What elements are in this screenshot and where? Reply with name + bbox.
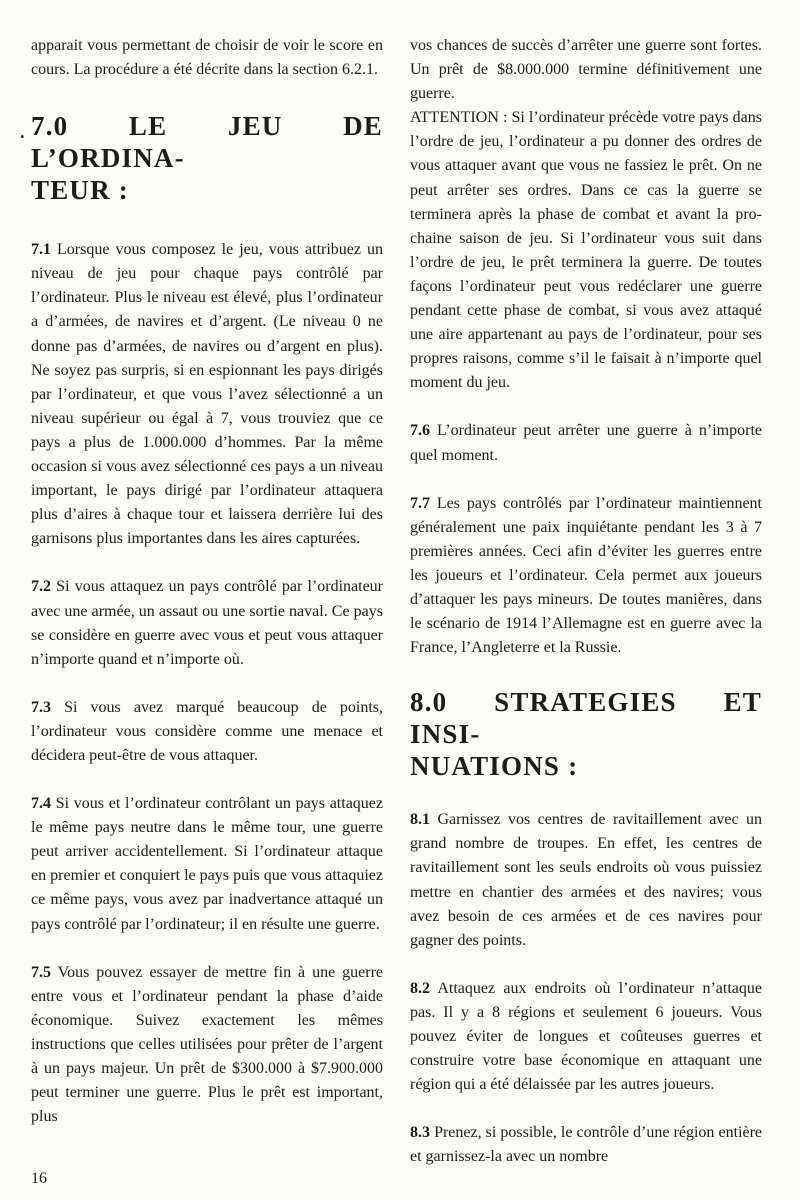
paragraph-text: Prenez, si possible, le contrôle d’une région entière et garnissez-la avec un nombre (410, 1124, 762, 1166)
section-7-heading-line1: 7.0 LE JEU DE L’ORDINA- (31, 111, 383, 174)
paragraph-7-2 (31, 575, 383, 671)
section-number: 7.3 (31, 698, 51, 716)
right-column (410, 34, 762, 1169)
section-number: 7.2 (31, 578, 51, 596)
paragraph-text: Si vous attaquez un pays contrôlé par l’ordinateur avec une armée, un assaut ou une sortie naval. Ce pays se considère en guerre avec vous et peut vous attaquer n’importe quand et n’importe où. (31, 578, 383, 668)
section-7-heading (20, 110, 383, 206)
paragraph-7-5-continued (410, 34, 762, 106)
paragraph-7-6 (410, 419, 762, 467)
heading-dot: . (20, 122, 25, 143)
paragraph-8-2 (410, 977, 762, 1097)
paragraph-7-3 (31, 696, 383, 768)
paragraph-text: Si vous et l’ordinateur contrôlant un pays attaquez le même pays neutre dans le même tour, une guerre peut arriver accidentellement. Si l’ordinateur attaque en premier et conquiert le pays puis que vous attaquiez ce même pays, vous avez par inadvertance attaqué un pays contrôlé par l’ordinateur; il en résulte une guerre. (31, 795, 383, 933)
section-number: 7.5 (31, 963, 51, 981)
paragraph-text: ATTENTION : Si l’ordinateur précède votre pays dans l’ordre de jeu, l’ordinateur a pu donner des ordres de vous attaquer avant que vous ne fassiez le prêt. On ne peut arrêter ses ordres. Dans ce cas la guerre se terminera après la phase de combat et avant la prochaine saison de jeu. Si l’ordinateur vous suit dans l’ordre de jeu, le prêt terminera la guerre. De toutes façons l’ordinateur peut vous redéclarer une guerre pendant cette phase de combat, si vous avez attaqué une aire appartenant au pays de l’ordinateur, pour ses propres raisons, comme s’il le faisait à n’importe quel moment du jeu. (410, 109, 762, 392)
paragraph-8-1 (410, 808, 762, 953)
section-8-heading-line2: NUATIONS : (410, 751, 579, 782)
section-number: 7.7 (410, 494, 430, 512)
paragraph-7-5 (31, 961, 383, 1130)
paragraph-text: Les pays contrôlés par l’ordinateur maintiennent généralement une paix inquiétante pendant les 3 à 7 premières années. Ceci afin d’éviter les guerres entre les joueurs et l’ordinateur. Cela permet aux joueurs d’attaquer les pays mineurs. De toutes manières, dans le scénario de 1914 l’Allemagne est en guerre avec la France, l’Angleterre et la Russie. (410, 494, 762, 657)
paragraph-7-4 (31, 792, 383, 937)
section-number: 8.2 (410, 979, 430, 997)
section-8-heading (410, 686, 762, 782)
paragraph-7-1 (31, 238, 383, 551)
paragraph-text: L’ordinateur peut arrêter une guerre à n’importe quel moment. (410, 422, 762, 464)
left-column (20, 34, 383, 1129)
paragraph-text: Attaquez aux endroits où l’ordinateur n’attaque pas. Il y a 8 régions et seulement 6 joueurs. Vous pouvez éviter de longues et coûteuses guerres et construire votre base économique en attaquant une région qui a été délaissée par les autres joueurs. (410, 979, 762, 1094)
paragraph-text: Si vous avez marqué beaucoup de points, l’ordinateur vous considère comme une menace et décidera peut-être de vous attaquer. (31, 698, 383, 764)
paragraph-7-7 (410, 492, 762, 661)
paragraph-text: vos chances de succès d’arrêter une guerre sont fortes. Un prêt de $8.000.000 termine définitivement une guerre. (410, 37, 762, 103)
page-number: 16 (31, 1170, 47, 1187)
section-number: 7.1 (31, 241, 51, 259)
paragraph-text: Vous pouvez essayer de mettre fin à une guerre entre vous et l’ordinateur pendant la phase d’aide économique. Suivez exactement les mêmes instructions que celles utilisées pour prêter de l’argent à un pays majeur. Un prêt de $300.000 à $7.900.000 peut terminer une guerre. Plus le prêt est important, plus (31, 963, 383, 1126)
section-8-heading-line1: 8.0 STRATEGIES ET INSI- (410, 687, 762, 750)
section-number: 8.1 (410, 811, 430, 829)
paragraph-text: Garnissez vos centres de ravitaillement avec un grand nombre de troupes. En effet, les centres de ravitaillement sont les seuls endroits où vous puissiez mettre en chantier des armées et des navires; vous avez besoin de ces armées et de ces navires pour gagner des points. (410, 811, 762, 949)
section-number: 7.6 (410, 422, 430, 440)
intro-paragraph (31, 34, 383, 82)
paragraph-8-3 (410, 1121, 762, 1169)
section-7-heading-line2: TEUR : (31, 175, 129, 206)
section-number: 7.4 (31, 795, 51, 813)
paragraph-text: Lorsque vous composez le jeu, vous attribuez un niveau de jeu pour chaque pays contrôlé par l’ordinateur. Plus le niveau est élevé, plus l’ordinateur a d’armées, de navires et d’argent. (Le niveau 0 ne donne pas d’armées, de navires ou d’argent en plus). Ne soyez pas surpris, si en espionnant les pays dirigés par l’ordinateur, et que vous l’avez sélectionné a un niveau supérieur ou égal à 7, vous trouviez que ce pays a plus de 1.000.000 d’hommes. Par la même occasion si vous avez sélectionné ces pays a un niveau important, le pays dirigé par l’ordinateur attaquera plus d’aires à chaque tour et laissera derrière lui des garnisons plus importantes dans les aires capturées. (31, 241, 383, 548)
attention-note (410, 106, 762, 395)
intro-text: apparait vous permettant de choisir de voir le score en cours. La procédure a été décrite dans la section 6.2.1. (31, 37, 383, 79)
section-number: 8.3 (410, 1124, 430, 1142)
